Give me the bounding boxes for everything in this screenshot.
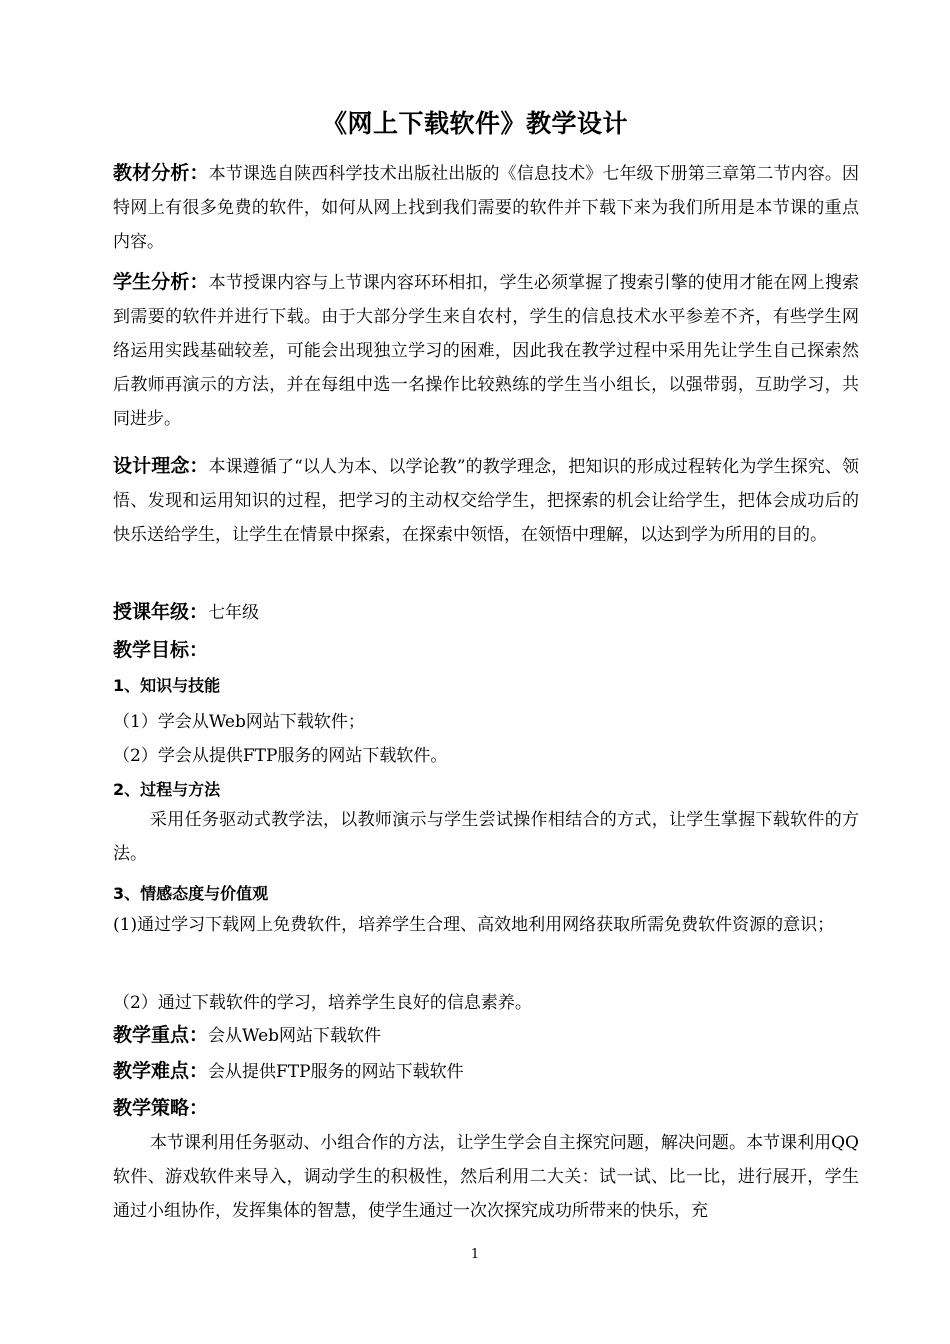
teaching-grade-text: 七年级	[208, 603, 260, 623]
teaching-difficulty	[113, 1054, 859, 1089]
material-analysis	[113, 156, 859, 259]
student-analysis-label: 学生分析：	[113, 271, 209, 293]
goal-1-item-2: （2）学会从提供FTP服务的网站下载软件。	[113, 746, 448, 766]
document-title: 《网上下载软件》教学设计	[321, 109, 628, 138]
teaching-grade-label: 授课年级：	[113, 601, 209, 623]
teaching-goals-heading: 教学目标：	[113, 639, 209, 661]
design-concept-text: 本课遵循了“以人为本、以学论教”的教学理念，把知识的形成过程转化为学生探究、领悟、发现和运用知识的过程，把学习的主动权交给学生，把探索的机会让给学生，把体会成功后的快乐送给学生，让学生在情景中探索，在探索中领悟，在领悟中理解，以达到学为所用的目的。	[113, 457, 859, 545]
goal-3-item-1: (1)通过学习下载网上免费软件，培养学生合理、高效地利用网络获取所需免费软件资源的意识；	[113, 915, 835, 935]
teaching-difficulty-label: 教学难点：	[113, 1060, 209, 1082]
design-concept	[113, 449, 859, 552]
teaching-key-point-text: 会从Web网站下载软件	[208, 1026, 382, 1046]
material-analysis-text: 本节课选自陕西科学技术出版社出版的《信息技术》七年级下册第三章第二节内容。因特网上有很多免费的软件，如何从网上找到我们需要的软件并下载下来为我们所用是本节课的重点内容。	[113, 164, 859, 252]
goal-2-text: 采用任务驱动式教学法，以教师演示与学生尝试操作相结合的方式，让学生掌握下载软件的方法。	[113, 810, 859, 864]
teaching-key-point	[113, 1018, 859, 1053]
teaching-key-point-label: 教学重点：	[113, 1024, 209, 1046]
student-analysis-text: 本节授课内容与上节课内容环环相扣，学生必须掌握了搜索引擎的使用才能在网上搜索到需要的软件并进行下载。由于大部分学生来自农村，学生的信息技术水平参差不齐，有些学生网络运用实践基础较差，可能会出现独立学习的困难，因此我在教学过程中采用先让学生自己探索然后教师再演示的方法，并在每组中选一名操作比较熟练的学生当小组长，以强带弱，互助学习，共同进步。	[113, 273, 859, 429]
page-number: 1	[470, 1247, 480, 1262]
teaching-strategy-text: 本节课利用任务驱动、小组合作的方法，让学生学会自主探究问题，解决问题。本节课利用QQ软件、游戏软件来导入，调动学生的积极性，然后利用二大关：试一试、比一比，进行展开，学生通过小组协作，发挥集体的智慧，使学生通过一次次探究成功所带来的快乐，充	[113, 1133, 859, 1221]
goal-1-item-1: （1）学会从Web网站下载软件；	[113, 712, 365, 732]
teaching-strategy-heading: 教学策略：	[113, 1097, 209, 1119]
teaching-grade	[113, 595, 859, 630]
goal-3-item-2: （2）通过下载软件的学习，培养学生良好的信息素养。	[113, 993, 532, 1013]
material-analysis-label: 教材分析：	[113, 162, 209, 184]
goal-2-heading: 2、过程与方法	[113, 780, 221, 799]
goal-1-heading: 1、知识与技能	[113, 676, 221, 695]
student-analysis	[113, 265, 859, 436]
teaching-difficulty-text: 会从提供FTP服务的网站下载软件	[208, 1062, 464, 1082]
design-concept-label: 设计理念：	[113, 455, 209, 477]
goal-3-heading: 3、情感态度与价值观	[113, 884, 269, 903]
